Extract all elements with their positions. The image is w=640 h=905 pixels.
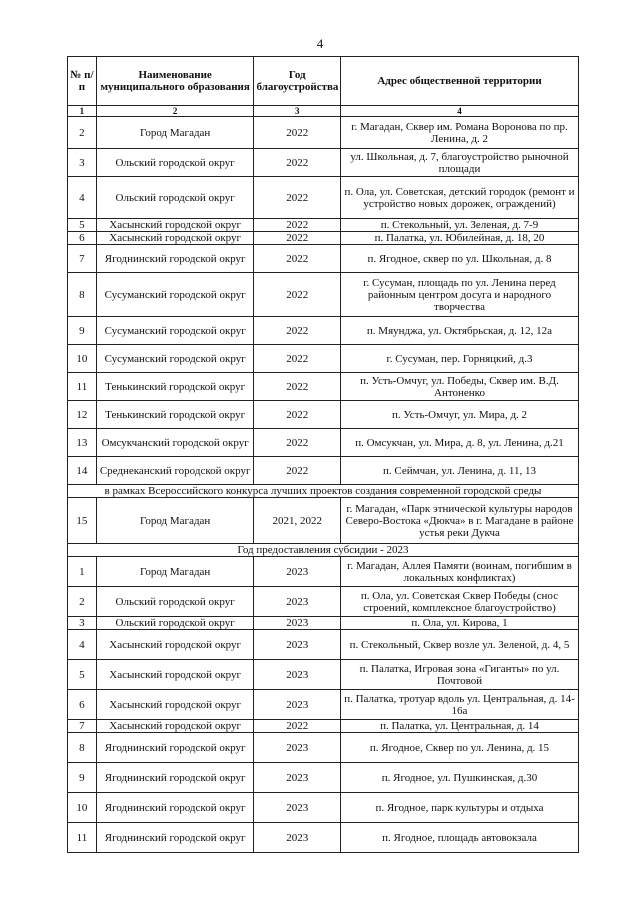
row-address: п. Стекольный, ул. Зеленая, д. 7-9 [341, 219, 579, 232]
row-num: 11 [68, 373, 97, 401]
table-row [68, 273, 579, 317]
row-address: г. Магадан, Сквер им. Романа Воронова по пр. Ленина, д. 2 [341, 117, 579, 149]
table-row [68, 401, 579, 429]
row-num: 2 [68, 587, 97, 617]
row-num: 12 [68, 401, 97, 429]
row-municipality: Ольский городской округ [96, 617, 254, 630]
row-year: 2023 [254, 617, 341, 630]
rows-2022 [68, 117, 579, 485]
row-municipality: Хасынский городской округ [96, 690, 254, 720]
row-num: 8 [68, 733, 97, 763]
row-address: п. Палатка, тротуар вдоль ул. Центральная, д. 14-16а [341, 690, 579, 720]
table-row [68, 823, 579, 853]
row-municipality: Ягоднинский городской округ [96, 763, 254, 793]
row-address: п. Ягодное, сквер по ул. Школьная, д. 8 [341, 245, 579, 273]
row-municipality: Среднеканский городской округ [96, 457, 254, 485]
row-num: 4 [68, 177, 97, 219]
table-row [68, 117, 579, 149]
row-municipality: Сусуманский городской округ [96, 317, 254, 345]
row-num: 9 [68, 763, 97, 793]
row-num: 7 [68, 245, 97, 273]
row-year: 2023 [254, 630, 341, 660]
row-municipality: Хасынский городской округ [96, 219, 254, 232]
table-row [68, 219, 579, 232]
row-municipality: Ольский городской округ [96, 177, 254, 219]
table-row [68, 457, 579, 485]
row-num: 3 [68, 149, 97, 177]
row-num: 13 [68, 429, 97, 457]
table-row [68, 793, 579, 823]
header-address: Адрес общественной территории [341, 57, 579, 106]
column-index: 2 [96, 106, 254, 117]
row-year: 2022 [254, 345, 341, 373]
row-address: п. Палатка, Игровая зона «Гиганты» по ул. Почтовой [341, 660, 579, 690]
row-address: п. Ягодное, ул. Пушкинская, д.30 [341, 763, 579, 793]
rows-2023 [68, 557, 579, 853]
row-num: 7 [68, 720, 97, 733]
column-index: 1 [68, 106, 97, 117]
row-municipality: Тенькинский городской округ [96, 373, 254, 401]
row-municipality: Ягоднинский городской округ [96, 823, 254, 853]
row-year: 2022 [254, 401, 341, 429]
row-num: 14 [68, 457, 97, 485]
table-row [68, 690, 579, 720]
row-num: 10 [68, 793, 97, 823]
section-row [68, 544, 579, 557]
row-year: 2023 [254, 690, 341, 720]
row-address: п. Усть-Омчуг, ул. Мира, д. 2 [341, 401, 579, 429]
row-municipality: Ягоднинский городской округ [96, 733, 254, 763]
row-municipality: Хасынский городской округ [96, 630, 254, 660]
row-municipality: Ольский городской округ [96, 587, 254, 617]
section-2023-title: Год предоставления субсидии - 2023 [68, 544, 579, 557]
row-municipality: Город Магадан [96, 498, 254, 544]
row-year: 2023 [254, 793, 341, 823]
row-num: 11 [68, 823, 97, 853]
header-year: Год благоустройства [254, 57, 341, 106]
row-year: 2022 [254, 232, 341, 245]
row-year: 2023 [254, 587, 341, 617]
row-year: 2023 [254, 823, 341, 853]
header-municipality: Наименование муниципального образования [96, 57, 254, 106]
column-index: 4 [341, 106, 579, 117]
row-address: г. Магадан, «Парк этнической культуры народов Северо-Востока «Дюкча» в г. Магадане в районе устья реки Дукча [341, 498, 579, 544]
row-address: г. Магадан, Аллея Памяти (воинам, погибшим в локальных конфликтах) [341, 557, 579, 587]
row-address: п. Ягодное, Сквер по ул. Ленина, д. 15 [341, 733, 579, 763]
row-num: 6 [68, 690, 97, 720]
row-address: п. Усть-Омчуг, ул. Победы, Сквер им. В.Д. Антоненко [341, 373, 579, 401]
row-address: п. Ягодное, парк культуры и отдыха [341, 793, 579, 823]
table-row [68, 557, 579, 587]
row-address: п. Палатка, ул. Центральная, д. 14 [341, 720, 579, 733]
row-num: 8 [68, 273, 97, 317]
row-year: 2022 [254, 317, 341, 345]
table-row [68, 763, 579, 793]
row-year: 2023 [254, 763, 341, 793]
row-year: 2022 [254, 373, 341, 401]
row-num: 10 [68, 345, 97, 373]
row-year: 2021, 2022 [254, 498, 341, 544]
row-address: п. Омсукчан, ул. Мира, д. 8, ул. Ленина, д.21 [341, 429, 579, 457]
row-address: п. Ола, ул. Советская Сквер Победы (снос строений, комплексное благоустройство) [341, 587, 579, 617]
table-row [68, 587, 579, 617]
row-year: 2022 [254, 720, 341, 733]
table-row [68, 660, 579, 690]
row-address: п. Мяунджа, ул. Октябрьская, д. 12, 12а [341, 317, 579, 345]
table-row [68, 245, 579, 273]
row-municipality: Омсукчанский городской округ [96, 429, 254, 457]
table-row [68, 317, 579, 345]
row-address: г. Сусуман, пер. Горняцкий, д.3 [341, 345, 579, 373]
row-address: г. Сусуман, площадь по ул. Ленина перед районным центром досуга и народного творчества [341, 273, 579, 317]
row-municipality: Сусуманский городской округ [96, 345, 254, 373]
row-year: 2023 [254, 733, 341, 763]
header-num: № п/п [68, 57, 97, 106]
row-municipality: Город Магадан [96, 557, 254, 587]
table-row [68, 630, 579, 660]
row-year: 2022 [254, 177, 341, 219]
row-num: 2 [68, 117, 97, 149]
row-year: 2022 [254, 149, 341, 177]
table-row [68, 720, 579, 733]
row-num: 15 [68, 498, 97, 544]
table-row [68, 733, 579, 763]
row-address: п. Ола, ул. Кирова, 1 [341, 617, 579, 630]
table-row [68, 149, 579, 177]
row-address: п. Палатка, ул. Юбилейная, д. 18, 20 [341, 232, 579, 245]
row-municipality: Хасынский городской округ [96, 720, 254, 733]
contest-section [68, 485, 579, 557]
row-year: 2022 [254, 219, 341, 232]
section-contest-title: в рамках Всероссийского конкурса лучших проектов создания современной городской среды [68, 485, 579, 498]
row-municipality: Ягоднинский городской округ [96, 793, 254, 823]
column-index-row [68, 106, 579, 117]
row-address: п. Ягодное, площадь автовокзала [341, 823, 579, 853]
row-num: 9 [68, 317, 97, 345]
page-number: 4 [316, 36, 324, 51]
row-municipality: Ольский городской округ [96, 149, 254, 177]
row-num: 3 [68, 617, 97, 630]
row-municipality: Город Магадан [96, 117, 254, 149]
table-row [68, 177, 579, 219]
table-row [68, 373, 579, 401]
row-num: 5 [68, 660, 97, 690]
table-row [68, 232, 579, 245]
row-municipality: Хасынский городской округ [96, 232, 254, 245]
row-municipality: Сусуманский городской округ [96, 273, 254, 317]
row-municipality: Ягоднинский городской округ [96, 245, 254, 273]
table-row [68, 498, 579, 544]
row-num: 5 [68, 219, 97, 232]
row-address: п. Ола, ул. Советская, детский городок (ремонт и устройство новых дорожек, ограждений) [341, 177, 579, 219]
row-year: 2023 [254, 557, 341, 587]
row-num: 6 [68, 232, 97, 245]
row-address: п. Сеймчан, ул. Ленина, д. 11, 13 [341, 457, 579, 485]
row-year: 2022 [254, 273, 341, 317]
row-year: 2022 [254, 117, 341, 149]
table-header-row [68, 57, 579, 106]
row-address: ул. Школьная, д. 7, благоустройство рыночной площади [341, 149, 579, 177]
table-row [68, 617, 579, 630]
column-index: 3 [254, 106, 341, 117]
row-num: 4 [68, 630, 97, 660]
row-year: 2022 [254, 429, 341, 457]
row-address: п. Стекольный, Сквер возле ул. Зеленой, д. 4, 5 [341, 630, 579, 660]
row-year: 2022 [254, 457, 341, 485]
row-year: 2022 [254, 245, 341, 273]
territories-table [67, 56, 579, 853]
table-row [68, 345, 579, 373]
section-row [68, 485, 579, 498]
row-year: 2023 [254, 660, 341, 690]
row-municipality: Хасынский городской округ [96, 660, 254, 690]
row-num: 1 [68, 557, 97, 587]
row-municipality: Тенькинский городской округ [96, 401, 254, 429]
table-row [68, 429, 579, 457]
